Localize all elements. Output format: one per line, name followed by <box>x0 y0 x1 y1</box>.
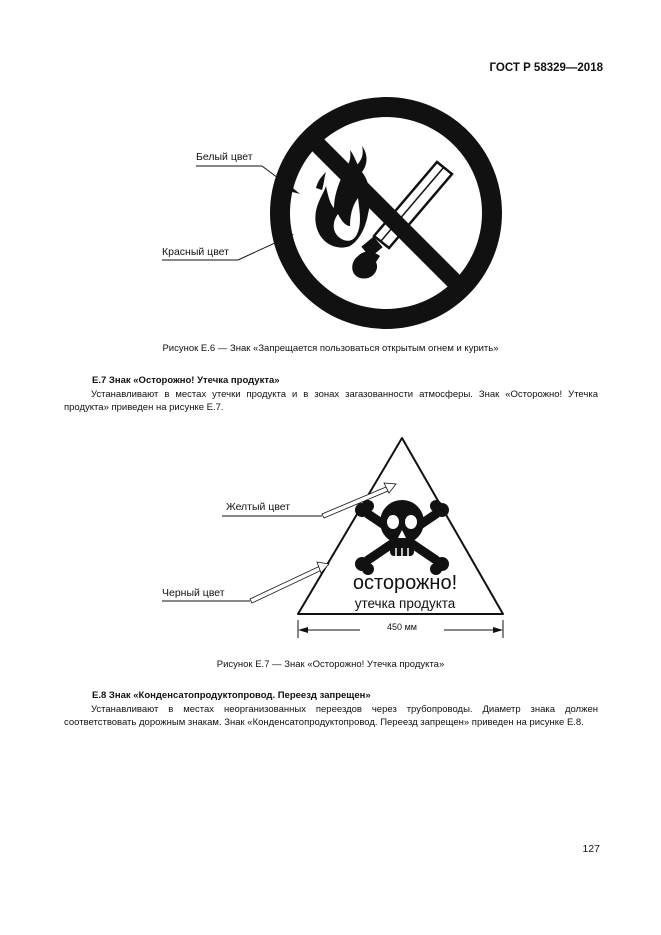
section-e7-title: Е.7 Знак «Осторожно! Утечка продукта» <box>92 375 280 386</box>
label-red-color: Красный цвет <box>162 246 229 258</box>
label-white-color: Белый цвет <box>196 151 253 163</box>
label-black-color: Черный цвет <box>162 587 225 599</box>
figure-e7-caption: Рисунок Е.7 — Знак «Осторожно! Утечка продукта» <box>216 659 445 670</box>
section-e8-text: Устанавливают в местах неорганизованных переездов через трубопроводы. Диаметр знака должен соответствовать дорожным знакам. Знак «Конденсатопродуктопровод. Переезд запрещен» приведен на рисунке Е.8. <box>64 704 598 728</box>
section-e7-text: Устанавливают в местах утечки продукта и в зонах загазованности атмосферы. Знак «Осторожно! Утечка продукта» приведен на рисунке Е.7. <box>64 389 598 413</box>
page-number: 127 <box>582 843 600 855</box>
section-e8-title: Е.8 Знак «Конденсатопродуктопровод. Переезд запрещен» <box>92 690 371 701</box>
dimension-label: 450 мм <box>360 622 444 632</box>
document-header: ГОСТ Р 58329—2018 <box>489 62 603 74</box>
figure-e6-caption: Рисунок Е.6 — Знак «Запрещается пользоваться открытым огнем и курить» <box>162 343 499 354</box>
label-yellow-color: Желтый цвет <box>226 501 291 513</box>
sign-text-leak: утечка продукта <box>354 596 456 611</box>
sign-text-caution: осторожно! <box>352 572 458 594</box>
